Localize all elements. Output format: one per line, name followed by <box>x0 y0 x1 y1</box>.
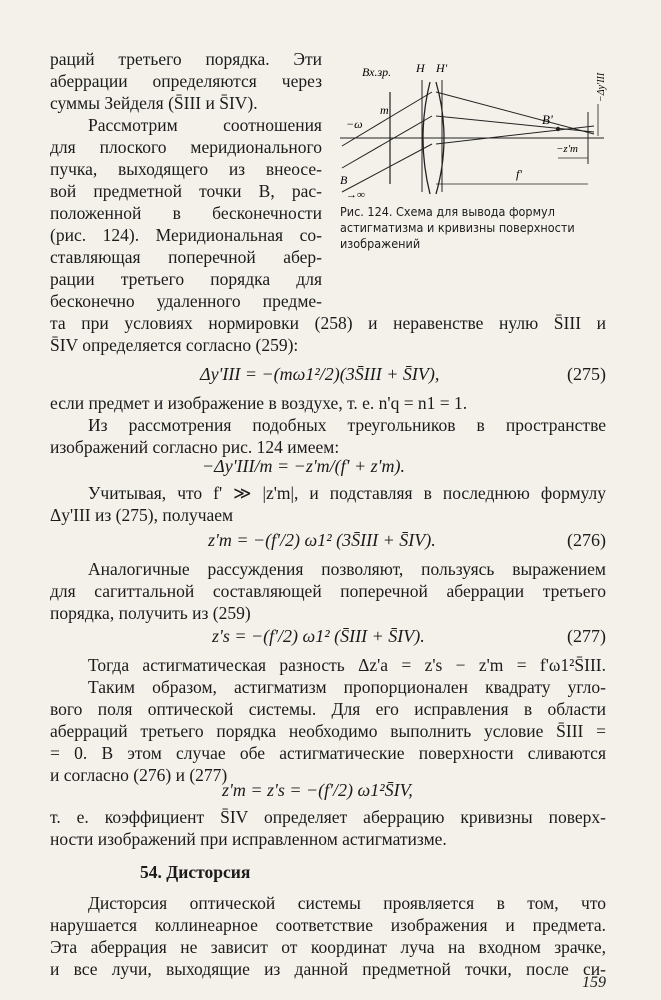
text-line: рации третьего порядка для <box>50 269 322 289</box>
equation-number: (277) <box>567 626 606 646</box>
equation-number: (275) <box>567 364 606 384</box>
text-line: Эта аберрация не зависит от координат луча на входном зрачке, <box>50 937 606 957</box>
text-line: Дисторсия оптической системы проявляется в том, что <box>88 893 606 913</box>
equation-text: z'm = −(f'/2) ω1² (3S̄III + S̄IV). <box>208 530 436 550</box>
text-line: = 0. В этом случае обе астигматические поверхности сливаются <box>50 743 606 763</box>
text-line: бесконечно удаленного предме- <box>50 291 322 311</box>
text-line: порядка, получить из (259) <box>50 603 251 623</box>
equation-text: Δy'III = −(mω1²/2)(3S̄III + S̄IV), <box>200 364 440 384</box>
entrance-pupil-label: Вх.зр. <box>362 65 392 79</box>
text-line: положенной в бесконечности <box>50 203 322 223</box>
text-line: и согласно (276) и (277) <box>50 765 228 785</box>
text-line: Рассмотрим соотношения <box>88 115 322 135</box>
text-line: S̄IV определяется согласно (259): <box>50 335 299 355</box>
h-plane-label: H <box>416 61 425 75</box>
text-line: для плоского меридионального <box>50 137 322 157</box>
text-line: Аналогичные рассуждения позволяют, пользуясь выражением <box>88 559 606 579</box>
text-line: аберраций третьего порядка необходимо выполнить условие S̄III = <box>50 721 606 741</box>
omega-label: −ω <box>346 117 363 131</box>
equation-text: z's = −(f'/2) ω1² (S̄III + S̄IV). <box>212 626 425 646</box>
text-line: т. е. коэффициент S̄IV определяет аберрацию кривизны поверх- <box>50 807 606 827</box>
text-line: вого поля оптической системы. Для его исправления в области <box>50 699 606 719</box>
section-heading: 54. Дисторсия <box>140 862 251 882</box>
text-line: нарушается коллинеарное соответствие изображения и предмета. <box>50 915 606 935</box>
h-prime-plane-label: H' <box>436 61 448 75</box>
m-label: m <box>380 103 389 117</box>
text-line: аберрации определяются через <box>50 71 322 91</box>
text-line: ности изображений при исправленном астигматизме. <box>50 829 447 849</box>
focal-length-label: f' <box>516 167 522 181</box>
b-point-label: B <box>340 173 348 187</box>
text-line: вой предметной точки B, рас- <box>50 181 322 201</box>
text-line: если предмет и изображение в воздухе, т. е. n'q = n1 = 1. <box>50 393 468 413</box>
text-line: та при условиях нормировки (258) и неравенстве нулю S̄III и <box>50 313 606 333</box>
infinity-label: →∞ <box>346 189 365 200</box>
text-line: и все лучи, выходящие из данной предметной точки, после си- <box>50 959 606 979</box>
text-line: Из рассмотрения подобных треугольников в пространстве <box>88 415 606 435</box>
delta-y-label: −Δy'III <box>596 72 607 102</box>
text-line: изображений согласно рис. 124 имеем: <box>50 437 340 457</box>
figure-caption: Рис. 124. Схема для вывода формул астигматизма и кривизны поверхности изображений <box>340 204 575 251</box>
equation-number: (276) <box>567 530 606 550</box>
text-line: пучка, выходящего из внеосе- <box>50 159 322 179</box>
text-line: раций третьего порядка. Эти <box>50 49 322 69</box>
text-line: для сагиттальной составляющей поперечной аберрации третьего <box>50 581 606 601</box>
text-line: Тогда астигматическая разность Δz'a = z's − z'm = f'ω1²S̄III. <box>88 655 606 675</box>
text-line: (рис. 124). Меридиональная со- <box>50 225 322 245</box>
equation-text: −Δy'III/m = −z'm/(f' + z'm). <box>202 456 406 476</box>
zm-label: −z'm <box>556 143 578 155</box>
b-prime-point-label: B' <box>542 112 553 127</box>
text-line: Таким образом, астигматизм пропорционален квадрату угло- <box>88 677 606 697</box>
text-line: Δy'III из (275), получаем <box>50 505 234 525</box>
text-line: суммы Зейделя (S̄III и S̄IV). <box>50 93 258 113</box>
text-line: ставляющая поперечной абер- <box>50 247 322 267</box>
equation-text: z'm = z's = −(f'/2) ω1²S̄IV, <box>222 780 413 800</box>
text-line: Учитывая, что f' ≫ |z'm|, и подставляя в последнюю формулу <box>88 483 606 503</box>
optical-scheme-figure <box>332 52 612 200</box>
page-number: 159 <box>582 974 606 991</box>
